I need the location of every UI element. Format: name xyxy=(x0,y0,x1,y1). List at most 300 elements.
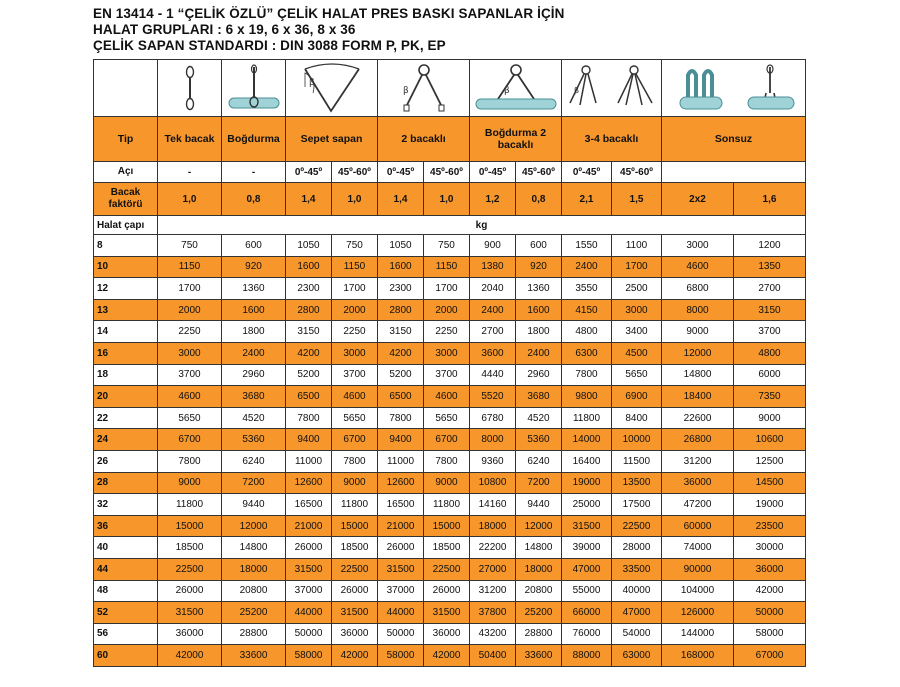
capacity-cell: 2400 xyxy=(470,299,516,321)
capacity-cell: 1150 xyxy=(332,256,378,278)
heading-line-3: ÇELİK SAPAN STANDARDI : DIN 3088 FORM P, PK, EP xyxy=(93,38,446,53)
capacity-cell: 74000 xyxy=(662,537,734,559)
capacity-cell: 7350 xyxy=(734,386,806,408)
capacity-cell: 3000 xyxy=(662,235,734,257)
table-row xyxy=(94,342,806,364)
capacity-cell: 31500 xyxy=(378,558,424,580)
leg-factor-cell: 1,4 xyxy=(286,183,332,216)
rope-diameter-cell: 8 xyxy=(94,235,158,257)
capacity-cell: 14500 xyxy=(734,472,806,494)
choker-sling-icon xyxy=(222,60,286,117)
capacity-cell: 47200 xyxy=(662,494,734,516)
capacity-cell: 43200 xyxy=(470,623,516,645)
angle-symbol-two-leg: β xyxy=(402,86,409,96)
table-row xyxy=(94,386,806,408)
capacity-cell: 14800 xyxy=(222,537,286,559)
capacity-cell: 9000 xyxy=(424,472,470,494)
type-header: Sepet sapan xyxy=(286,117,378,162)
capacity-cell: 44000 xyxy=(286,602,332,624)
table-row xyxy=(94,256,806,278)
rope-diameter-cell: 40 xyxy=(94,537,158,559)
type-header: 3-4 bacaklı xyxy=(562,117,662,162)
rope-diameter-cell: 10 xyxy=(94,256,158,278)
capacity-cell: 5360 xyxy=(516,429,562,451)
rope-diameter-cell: 48 xyxy=(94,580,158,602)
capacity-cell: 50000 xyxy=(378,623,424,645)
capacity-cell: 7800 xyxy=(562,364,612,386)
capacity-cell: 600 xyxy=(222,235,286,257)
capacity-cell: 50000 xyxy=(286,623,332,645)
capacity-cell: 5520 xyxy=(470,386,516,408)
capacity-cell: 10600 xyxy=(734,429,806,451)
capacity-cell: 31200 xyxy=(470,580,516,602)
capacity-cell: 104000 xyxy=(662,580,734,602)
table-row xyxy=(94,645,806,667)
capacity-cell: 36000 xyxy=(332,623,378,645)
capacity-cell: 3400 xyxy=(612,321,662,343)
endless-sling-icon xyxy=(662,60,806,117)
capacity-cell: 14800 xyxy=(662,364,734,386)
capacity-cell: 25200 xyxy=(516,602,562,624)
capacity-cell: 1600 xyxy=(286,256,332,278)
angle-cell: - xyxy=(222,162,286,183)
angle-cell: 0º-45º xyxy=(286,162,332,183)
unit-label: kg xyxy=(158,216,806,235)
capacity-cell: 7200 xyxy=(222,472,286,494)
capacity-cell: 5200 xyxy=(378,364,424,386)
capacity-cell: 4500 xyxy=(612,342,662,364)
capacity-cell: 2500 xyxy=(612,278,662,300)
capacity-cell: 6700 xyxy=(424,429,470,451)
leg-factor-cell: 1,5 xyxy=(612,183,662,216)
capacity-cell: 15000 xyxy=(158,515,222,537)
capacity-cell: 26000 xyxy=(158,580,222,602)
angle-row xyxy=(94,162,806,183)
capacity-cell: 9440 xyxy=(222,494,286,516)
type-header: Boğdurma xyxy=(222,117,286,162)
capacity-cell: 4600 xyxy=(332,386,378,408)
capacity-cell: 2960 xyxy=(222,364,286,386)
capacity-cell: 42000 xyxy=(734,580,806,602)
capacity-cell: 8000 xyxy=(470,429,516,451)
capacity-cell: 2800 xyxy=(286,299,332,321)
capacity-cell: 18500 xyxy=(332,537,378,559)
basket-sling-icon xyxy=(286,60,378,117)
capacity-cell: 14800 xyxy=(516,537,562,559)
capacity-cell: 11000 xyxy=(378,450,424,472)
type-header: Tek bacak xyxy=(158,117,222,162)
capacity-cell: 90000 xyxy=(662,558,734,580)
capacity-cell: 1700 xyxy=(612,256,662,278)
leg-factor-label: Bacak faktörü xyxy=(94,183,158,216)
capacity-cell: 1800 xyxy=(516,321,562,343)
leg-factor-cell: 2,1 xyxy=(562,183,612,216)
heading-line-1: EN 13414 - 1 “ÇELİK ÖZLÜ” ÇELİK HALAT PRES BASKI SAPANLAR İÇİN xyxy=(93,6,565,21)
type-header: 2 bacaklı xyxy=(378,117,470,162)
capacity-cell: 6900 xyxy=(612,386,662,408)
capacity-cell: 1150 xyxy=(424,256,470,278)
rope-diameter-cell: 56 xyxy=(94,623,158,645)
table-row xyxy=(94,235,806,257)
capacity-cell: 600 xyxy=(516,235,562,257)
capacity-cell: 50000 xyxy=(734,602,806,624)
rope-diameter-cell: 24 xyxy=(94,429,158,451)
capacity-cell: 47000 xyxy=(562,558,612,580)
capacity-cell: 31500 xyxy=(158,602,222,624)
rope-diameter-header-row xyxy=(94,216,806,235)
table-row xyxy=(94,364,806,386)
capacity-cell: 36000 xyxy=(734,558,806,580)
capacity-cell: 66000 xyxy=(562,602,612,624)
capacity-cell: 55000 xyxy=(562,580,612,602)
capacity-cell: 9000 xyxy=(734,407,806,429)
capacity-cell: 5650 xyxy=(612,364,662,386)
capacity-cell: 18000 xyxy=(516,558,562,580)
capacity-cell: 42000 xyxy=(332,645,378,667)
capacity-cell: 2250 xyxy=(424,321,470,343)
leg-factor-cell: 1,4 xyxy=(378,183,424,216)
capacity-cell: 8000 xyxy=(662,299,734,321)
capacity-cell: 1700 xyxy=(332,278,378,300)
capacity-cell: 22600 xyxy=(662,407,734,429)
table-row xyxy=(94,515,806,537)
capacity-cell: 12600 xyxy=(286,472,332,494)
multi-leg-sling-icon xyxy=(562,60,662,117)
capacity-cell: 5650 xyxy=(332,407,378,429)
capacity-cell: 900 xyxy=(470,235,516,257)
capacity-cell: 19000 xyxy=(562,472,612,494)
capacity-cell: 1380 xyxy=(470,256,516,278)
table-row xyxy=(94,623,806,645)
capacity-cell: 11500 xyxy=(612,450,662,472)
capacity-cell: 1050 xyxy=(286,235,332,257)
capacity-cell: 2250 xyxy=(332,321,378,343)
capacity-cell: 3700 xyxy=(158,364,222,386)
table-row xyxy=(94,472,806,494)
capacity-cell: 4600 xyxy=(424,386,470,408)
capacity-cell: 1050 xyxy=(378,235,424,257)
capacity-cell: 4800 xyxy=(562,321,612,343)
leg-factor-row xyxy=(94,183,806,216)
rope-diameter-cell: 20 xyxy=(94,386,158,408)
rope-diameter-cell: 44 xyxy=(94,558,158,580)
capacity-cell: 37000 xyxy=(378,580,424,602)
capacity-cell: 25000 xyxy=(562,494,612,516)
capacity-cell: 1200 xyxy=(734,235,806,257)
capacity-cell: 5360 xyxy=(222,429,286,451)
capacity-cell: 10800 xyxy=(470,472,516,494)
capacity-cell: 36000 xyxy=(158,623,222,645)
capacity-cell: 88000 xyxy=(562,645,612,667)
capacity-cell: 18000 xyxy=(222,558,286,580)
capacity-cell: 6780 xyxy=(470,407,516,429)
capacity-cell: 58000 xyxy=(286,645,332,667)
capacity-cell: 54000 xyxy=(612,623,662,645)
capacity-cell: 6700 xyxy=(158,429,222,451)
capacity-cell: 12600 xyxy=(378,472,424,494)
table-row xyxy=(94,602,806,624)
table-row xyxy=(94,299,806,321)
capacity-cell: 31500 xyxy=(332,602,378,624)
capacity-cell: 18400 xyxy=(662,386,734,408)
capacity-cell: 1150 xyxy=(158,256,222,278)
capacity-cell: 31500 xyxy=(562,515,612,537)
capacity-cell: 33500 xyxy=(612,558,662,580)
document-heading xyxy=(93,6,565,54)
rope-diameter-cell: 14 xyxy=(94,321,158,343)
capacity-cell: 920 xyxy=(516,256,562,278)
capacity-cell: 1800 xyxy=(222,321,286,343)
capacity-cell: 8400 xyxy=(612,407,662,429)
capacity-cell: 7800 xyxy=(286,407,332,429)
angle-cell: 0º-45º xyxy=(470,162,516,183)
capacity-cell: 2400 xyxy=(562,256,612,278)
capacity-cell: 47000 xyxy=(612,602,662,624)
capacity-cell: 7800 xyxy=(158,450,222,472)
capacity-cell: 4200 xyxy=(378,342,424,364)
capacity-cell: 4440 xyxy=(470,364,516,386)
heading-line-2: HALAT GRUPLARI : 6 x 19, 6 x 36, 8 x 36 xyxy=(93,22,356,37)
capacity-cell: 3150 xyxy=(286,321,332,343)
capacity-cell: 2400 xyxy=(516,342,562,364)
capacity-cell: 12000 xyxy=(662,342,734,364)
angle-cell-empty xyxy=(662,162,806,183)
capacity-cell: 28000 xyxy=(612,537,662,559)
icon-row-empty xyxy=(94,60,158,117)
table-row xyxy=(94,429,806,451)
capacity-cell: 3000 xyxy=(424,342,470,364)
capacity-cell: 3700 xyxy=(424,364,470,386)
capacity-cell: 7800 xyxy=(378,407,424,429)
leg-factor-cell: 2x2 xyxy=(662,183,734,216)
capacity-cell: 22500 xyxy=(424,558,470,580)
capacity-cell: 2000 xyxy=(332,299,378,321)
rope-diameter-cell: 52 xyxy=(94,602,158,624)
capacity-cell: 1600 xyxy=(222,299,286,321)
two-leg-sling-icon xyxy=(378,60,470,117)
capacity-cell: 1350 xyxy=(734,256,806,278)
capacity-cell: 10000 xyxy=(612,429,662,451)
capacity-cell: 36000 xyxy=(662,472,734,494)
capacity-cell: 3550 xyxy=(562,278,612,300)
capacity-cell: 9000 xyxy=(158,472,222,494)
capacity-cell: 26000 xyxy=(286,537,332,559)
capacity-cell: 37000 xyxy=(286,580,332,602)
capacity-cell: 6500 xyxy=(286,386,332,408)
capacity-cell: 37800 xyxy=(470,602,516,624)
angle-symbol-multi: β xyxy=(574,86,580,95)
angle-cell: 0º-45º xyxy=(562,162,612,183)
capacity-cell: 28800 xyxy=(222,623,286,645)
rope-diameter-cell: 18 xyxy=(94,364,158,386)
capacity-cell: 60000 xyxy=(662,515,734,537)
capacity-cell: 22500 xyxy=(158,558,222,580)
capacity-cell: 2250 xyxy=(158,321,222,343)
capacity-cell: 3600 xyxy=(470,342,516,364)
capacity-cell: 16400 xyxy=(562,450,612,472)
capacity-cell: 5200 xyxy=(286,364,332,386)
capacity-cell: 16500 xyxy=(378,494,424,516)
rope-diameter-cell: 26 xyxy=(94,450,158,472)
capacity-cell: 58000 xyxy=(734,623,806,645)
type-label: Tip xyxy=(94,117,158,162)
capacity-cell: 28800 xyxy=(516,623,562,645)
capacity-cell: 17500 xyxy=(612,494,662,516)
capacity-cell: 19000 xyxy=(734,494,806,516)
rope-diameter-cell: 13 xyxy=(94,299,158,321)
table-row xyxy=(94,494,806,516)
capacity-cell: 4600 xyxy=(158,386,222,408)
capacity-cell: 18500 xyxy=(158,537,222,559)
capacity-cell: 30000 xyxy=(734,537,806,559)
capacity-cell: 44000 xyxy=(378,602,424,624)
capacity-cell: 11800 xyxy=(332,494,378,516)
angle-cell: 45º-60º xyxy=(612,162,662,183)
capacity-cell: 2700 xyxy=(734,278,806,300)
capacity-cell: 31200 xyxy=(662,450,734,472)
capacity-cell: 6800 xyxy=(662,278,734,300)
capacity-cell: 9400 xyxy=(378,429,424,451)
capacity-cell: 22500 xyxy=(612,515,662,537)
angle-cell: - xyxy=(158,162,222,183)
capacity-cell: 26000 xyxy=(332,580,378,602)
capacity-cell: 2000 xyxy=(424,299,470,321)
capacity-cell: 4520 xyxy=(222,407,286,429)
rope-diameter-cell: 32 xyxy=(94,494,158,516)
capacity-cell: 3700 xyxy=(734,321,806,343)
rope-diameter-cell: 16 xyxy=(94,342,158,364)
table-row xyxy=(94,537,806,559)
capacity-cell: 750 xyxy=(332,235,378,257)
table-row xyxy=(94,558,806,580)
capacity-cell: 144000 xyxy=(662,623,734,645)
angle-cell: 45º-60º xyxy=(424,162,470,183)
leg-factor-cell: 1,0 xyxy=(424,183,470,216)
capacity-cell: 2400 xyxy=(222,342,286,364)
capacity-cell: 22200 xyxy=(470,537,516,559)
capacity-cell: 15000 xyxy=(424,515,470,537)
capacity-cell: 1550 xyxy=(562,235,612,257)
rope-diameter-cell: 36 xyxy=(94,515,158,537)
table-row xyxy=(94,321,806,343)
capacity-cell: 22500 xyxy=(332,558,378,580)
capacity-cell: 2960 xyxy=(516,364,562,386)
capacity-cell: 3680 xyxy=(222,386,286,408)
capacity-cell: 18500 xyxy=(424,537,470,559)
capacity-cell: 76000 xyxy=(562,623,612,645)
capacity-cell: 2300 xyxy=(286,278,332,300)
capacity-cell: 9360 xyxy=(470,450,516,472)
capacity-cell: 5650 xyxy=(158,407,222,429)
capacity-cell: 2700 xyxy=(470,321,516,343)
capacity-cell: 4520 xyxy=(516,407,562,429)
capacity-cell: 42000 xyxy=(158,645,222,667)
capacity-cell: 26800 xyxy=(662,429,734,451)
angle-label: Açı xyxy=(94,162,158,183)
leg-factor-cell: 1,6 xyxy=(734,183,806,216)
capacity-cell: 6240 xyxy=(222,450,286,472)
capacity-cell: 2800 xyxy=(378,299,424,321)
capacity-cell: 9000 xyxy=(332,472,378,494)
capacity-cell: 1700 xyxy=(158,278,222,300)
icon-row xyxy=(94,60,806,117)
capacity-cell: 26000 xyxy=(424,580,470,602)
capacity-cell: 2300 xyxy=(378,278,424,300)
capacity-cell: 9400 xyxy=(286,429,332,451)
capacity-cell: 168000 xyxy=(662,645,734,667)
capacity-cell: 2000 xyxy=(158,299,222,321)
capacity-cell: 33600 xyxy=(516,645,562,667)
capacity-cell: 7800 xyxy=(424,450,470,472)
capacity-cell: 4150 xyxy=(562,299,612,321)
capacity-cell: 14160 xyxy=(470,494,516,516)
capacity-cell: 1360 xyxy=(516,278,562,300)
capacity-cell: 26000 xyxy=(378,537,424,559)
capacity-cell: 7200 xyxy=(516,472,562,494)
capacity-cell: 39000 xyxy=(562,537,612,559)
capacity-cell: 11800 xyxy=(562,407,612,429)
capacity-cell: 6000 xyxy=(734,364,806,386)
capacity-cell: 920 xyxy=(222,256,286,278)
capacity-cell: 9800 xyxy=(562,386,612,408)
capacity-cell: 9000 xyxy=(662,321,734,343)
capacity-cell: 6240 xyxy=(516,450,562,472)
capacity-cell: 12000 xyxy=(222,515,286,537)
capacity-cell: 11800 xyxy=(158,494,222,516)
capacity-cell: 3700 xyxy=(332,364,378,386)
capacity-cell: 18000 xyxy=(470,515,516,537)
capacity-cell: 750 xyxy=(424,235,470,257)
capacity-table xyxy=(93,59,806,667)
capacity-cell: 1100 xyxy=(612,235,662,257)
capacity-cell: 3000 xyxy=(612,299,662,321)
capacity-cell: 21000 xyxy=(286,515,332,537)
capacity-cell: 33600 xyxy=(222,645,286,667)
capacity-cell: 12500 xyxy=(734,450,806,472)
capacity-cell: 3150 xyxy=(378,321,424,343)
capacity-cell: 1360 xyxy=(222,278,286,300)
choker-two-leg-sling-icon xyxy=(470,60,562,117)
capacity-cell: 20800 xyxy=(222,580,286,602)
capacity-cell: 6500 xyxy=(378,386,424,408)
rope-diameter-cell: 12 xyxy=(94,278,158,300)
capacity-cell: 12000 xyxy=(516,515,562,537)
capacity-cell: 3680 xyxy=(516,386,562,408)
capacity-cell: 4600 xyxy=(662,256,734,278)
capacity-cell: 31500 xyxy=(286,558,332,580)
leg-factor-cell: 0,8 xyxy=(222,183,286,216)
capacity-cell: 1600 xyxy=(516,299,562,321)
capacity-cell: 40000 xyxy=(612,580,662,602)
leg-factor-cell: 1,2 xyxy=(470,183,516,216)
rope-diameter-label: Halat çapı xyxy=(94,216,158,235)
leg-factor-cell: 1,0 xyxy=(332,183,378,216)
capacity-cell: 1600 xyxy=(378,256,424,278)
capacity-cell: 14000 xyxy=(562,429,612,451)
capacity-cell: 31500 xyxy=(424,602,470,624)
capacity-cell: 11000 xyxy=(286,450,332,472)
single-leg-sling-icon xyxy=(158,60,222,117)
capacity-cell: 21000 xyxy=(378,515,424,537)
capacity-cell: 13500 xyxy=(612,472,662,494)
capacity-cell: 20800 xyxy=(516,580,562,602)
table-row xyxy=(94,450,806,472)
capacity-cell: 6300 xyxy=(562,342,612,364)
leg-factor-cell: 0,8 xyxy=(516,183,562,216)
capacity-cell: 11800 xyxy=(424,494,470,516)
type-header: Boğdurma 2 bacaklı xyxy=(470,117,562,162)
rope-diameter-cell: 28 xyxy=(94,472,158,494)
